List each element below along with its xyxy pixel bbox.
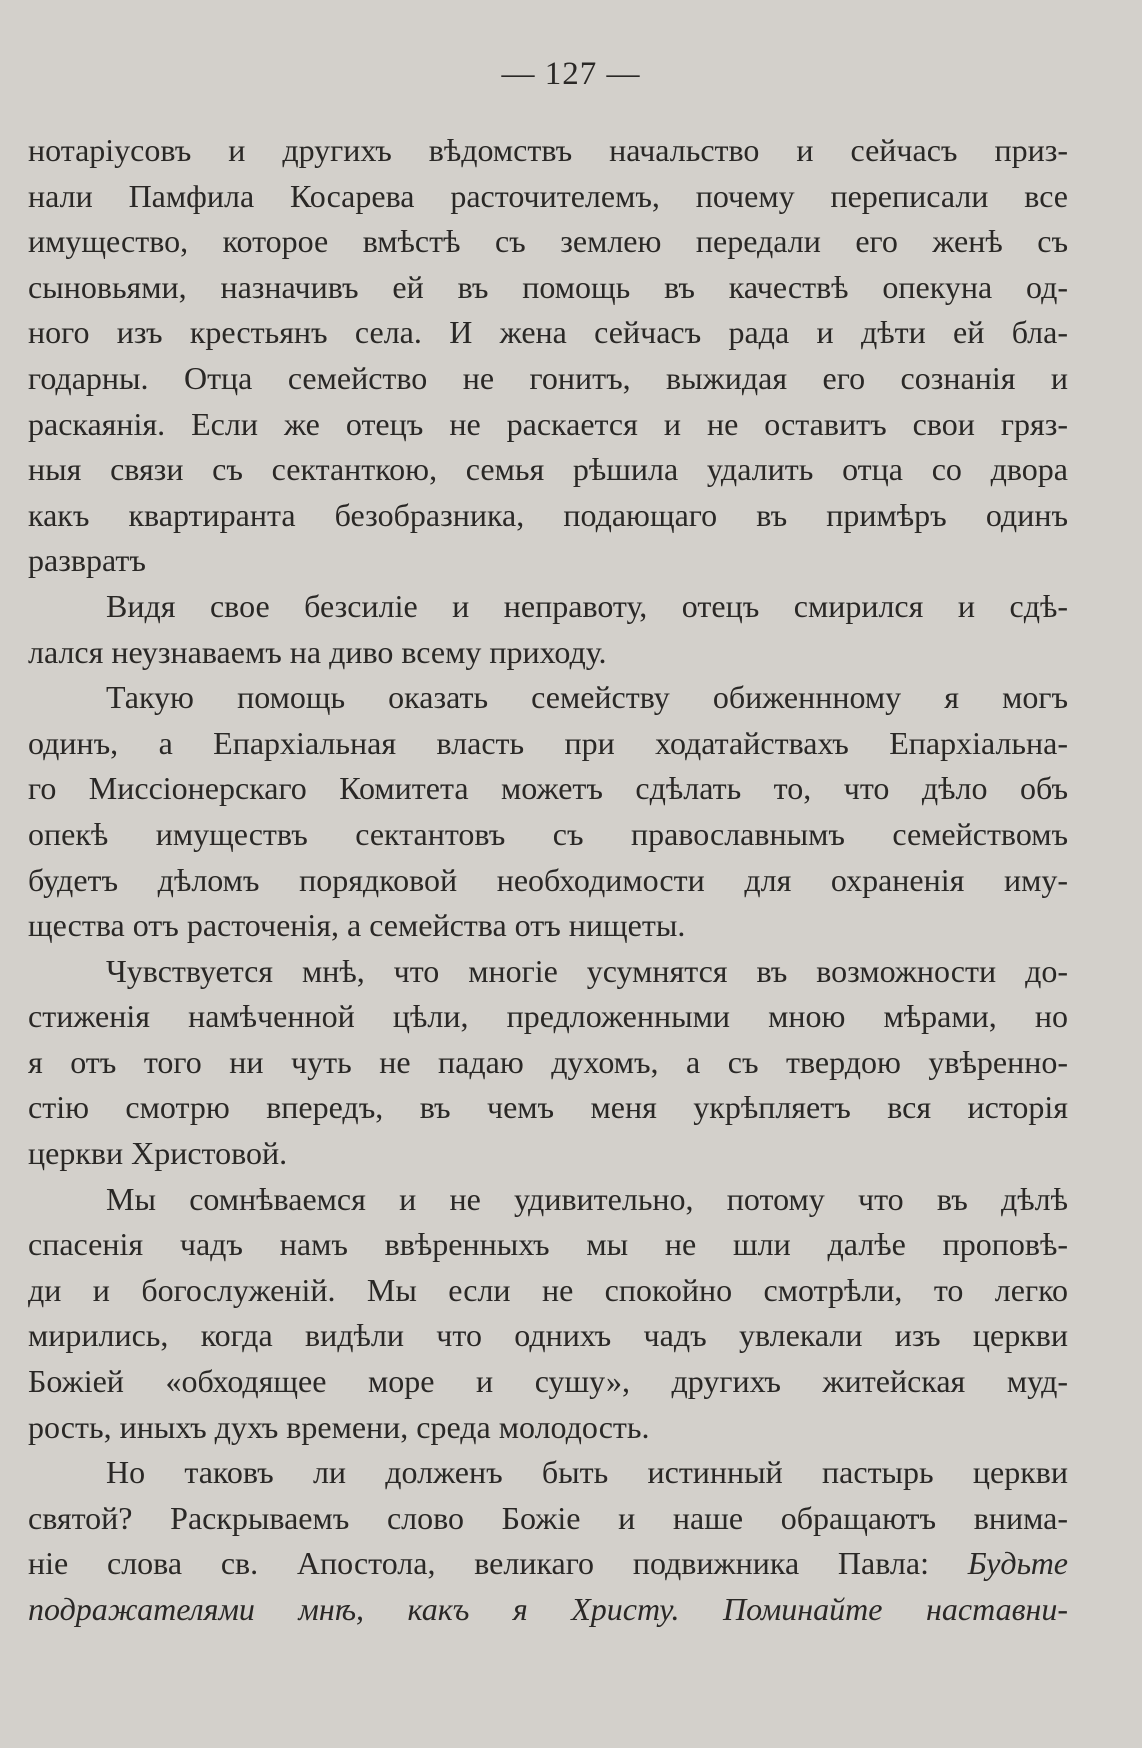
- text-line: рость, иныхъ духъ времени, среда молодость.: [28, 1408, 650, 1445]
- text-line: ныя связи съ сектанткою, семья рѣшила удалить отца со двора: [28, 451, 1068, 488]
- text-line: я отъ того ни чуть не падаю духомъ, а съ твердою увѣренно-: [28, 1043, 1068, 1080]
- text-line: ніе слова св. Апостола, великаго подвижника Павла: Будьте: [28, 1545, 1068, 1582]
- text-line: Божіей «обходящее море и сушу», другихъ житейская муд-: [28, 1363, 1068, 1400]
- text-line: какъ квартиранта безобразника, подающаго въ примѣръ одинъ: [28, 496, 1068, 533]
- text-line: годарны. Отца семейство не гонитъ, выжидая его сознанія и: [28, 359, 1068, 396]
- text-line: мирились, когда видѣли что однихъ чадъ увлекали изъ церкви: [28, 1317, 1068, 1354]
- italic-text: подражателями мнѣ, какъ я Христу. Поминайте наставни-: [28, 1591, 1068, 1627]
- text-line: нотаріусовъ и другихъ вѣдомствъ начальство и сейчасъ приз-: [28, 132, 1068, 168]
- text-line: развратъ: [28, 542, 146, 579]
- text-line: стію смотрю впередъ, въ чемъ меня укрѣпляетъ вся исторія: [28, 1089, 1068, 1126]
- text-line: раскаянія. Если же отецъ не раскается и не оставитъ свои гряз-: [28, 405, 1068, 442]
- text-line: ного изъ крестьянъ села. И жена сейчасъ рада и дѣти ей бла-: [28, 314, 1068, 351]
- text-line: сыновьями, назначивъ ей въ помощь въ качествѣ опекуна од-: [28, 268, 1068, 305]
- text-line: лался неузнаваемъ на диво всему приходу.: [28, 633, 607, 670]
- text-line: святой? Раскрываемъ слово Божіе и наше обращаютъ внима-: [28, 1499, 1068, 1536]
- text-line: [28, 1587, 1068, 1633]
- body-text: [28, 128, 1068, 1633]
- text-line: Но таковъ ли долженъ быть истинный пастырь церкви: [106, 1454, 1068, 1491]
- text-line: Чувствуется мнѣ, что многіе усумнятся въ возможности до-: [106, 952, 1068, 989]
- text-line: ди и богослуженій. Мы если не спокойно смотрѣли, то легко: [28, 1271, 1068, 1308]
- text-line: стиженія намѣченной цѣли, предложенными мною мѣрами, но: [28, 998, 1068, 1035]
- text-line: щества отъ расточенія, а семейства отъ нищеты.: [28, 907, 686, 944]
- text-line: Мы сомнѣваемся и не удивительно, потому что въ дѣлѣ: [106, 1180, 1068, 1217]
- text-line: Такую помощь оказать семейству обиженнному я могъ: [106, 679, 1068, 716]
- text-line: церкви Христовой.: [28, 1135, 288, 1172]
- text-line: спасенія чадъ намъ ввѣренныхъ мы не шли далѣе проповѣ-: [28, 1226, 1068, 1263]
- text-line: одинъ, а Епархіальная власть при ходатайствахъ Епархіальна-: [28, 724, 1068, 761]
- italic-text: Будьте: [967, 1545, 1068, 1582]
- text-line: будетъ дѣломъ порядковой необходимости для охраненія иму-: [28, 861, 1068, 898]
- text-line: Видя свое безсиліе и неправоту, отецъ смирился и сдѣ-: [106, 587, 1068, 624]
- text-line: го Миссіонерскаго Комитета можетъ сдѣлать то, что дѣло объ: [28, 770, 1068, 807]
- page-number: — 127 —: [501, 56, 641, 92]
- text-line: нали Памфила Косарева расточителемъ, почему переписали все: [28, 177, 1068, 214]
- text-line: имущество, которое вмѣстѣ съ землею передали его женѣ съ: [28, 223, 1068, 260]
- text-line: опекѣ имуществъ сектантовъ съ православнымъ семействомъ: [28, 815, 1068, 852]
